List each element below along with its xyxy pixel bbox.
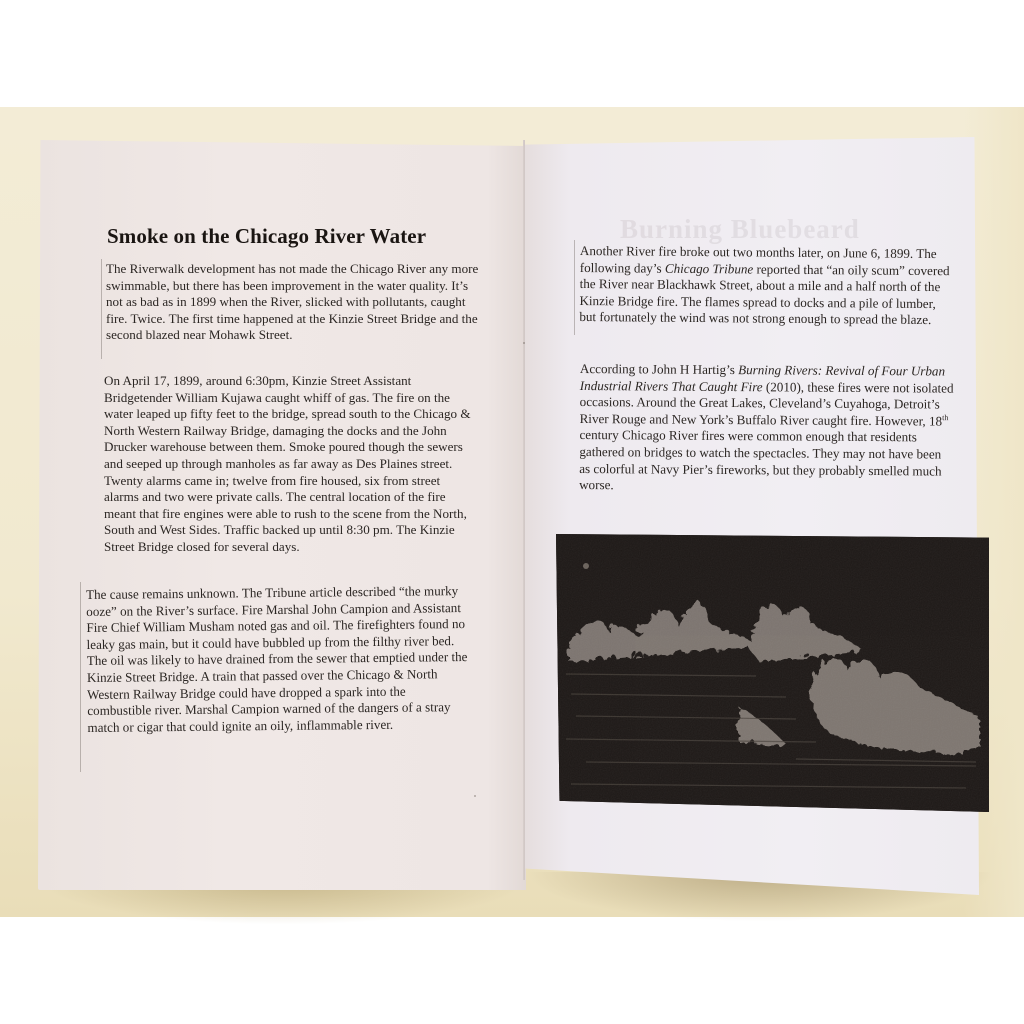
river-fire-illustration bbox=[556, 534, 989, 812]
text-run: Another River fire broke out two months later, on June 6, 1899. The following day’s bbox=[579, 243, 937, 276]
publication-title: Chicago Tribune bbox=[664, 260, 754, 277]
margin-rule bbox=[574, 240, 575, 335]
text-run: reported that “an oily scum” covered the River near Blackhawk Street, about a mile and a half north of the Kinzie Bridge fire. The flames spread to docks and a pile of lumber, but fortunately the wind was not strong enough to spread the blaze. bbox=[579, 261, 950, 328]
margin-rule bbox=[80, 582, 81, 772]
margin-rule bbox=[101, 259, 102, 359]
river-fire-photo bbox=[556, 534, 989, 812]
text-run: (2010), these fires were not isolated occasions. Around the Great Lakes, Cleveland’s Cuyahoga, Detroit’s River Rouge and New York’s Buffalo River caught fire. However, 18 bbox=[579, 378, 954, 429]
text-run: According to John H Hartig’s bbox=[579, 361, 739, 378]
paper-speck bbox=[523, 342, 525, 344]
show-through-heading: Burning Bluebeard bbox=[620, 214, 860, 244]
article-heading: Smoke on the Chicago River Water bbox=[107, 224, 427, 248]
book-title: Burning Rivers: Revival of Four Urban Industrial Rivers That Caught Fire bbox=[579, 362, 946, 394]
right-paragraph-2 bbox=[579, 361, 955, 496]
right-paragraph-1 bbox=[579, 243, 955, 329]
text-run: century Chicago River fires were common enough that residents gathered on bridges to watch the spectacles. They may not have been as colorful at Navy Pier’s fireworks, but they probably smelled much worse. bbox=[579, 427, 942, 493]
left-paragraph-3: The cause remains unknown. The Tribune article described “the murky ooze” on the River’s surface. Fire Marshal John Campion and Assistant Fire Chief William Musham noted gas and oil. The firefighters found no leaky gas main, but it could have bubbled up from the filthy river bed. The oil was likely to have drained from the sewer that emptied under the Kinzie Street Bridge. A train that passed over the Chicago & North Western Railway Bridge could have dropped a spark into the combustible river. Marshal Campion warned of the dangers of a stray match or cigar that could ignite an oily, inflammable river. bbox=[86, 583, 468, 735]
ordinal-suffix: th bbox=[942, 412, 949, 422]
photo-grain bbox=[556, 534, 989, 812]
left-paragraph-2: On April 17, 1899, around 6:30pm, Kinzie Street Assistant Bridgetender William Kujawa caught whiff of gas. The fire on the water leaped up fifty feet to the bridge, spread south to the Chicago & North Western Railway Bridge, damaging the docks and the John Drucker warehouse between them. Smoke poured though the sewers and seeped up through manholes as far away as Des Plaines street. Twenty alarms came in; twelve from fire housed, six from street alarms and two were private calls. The central location of the fire meant that fire engines were able to rush to the scene from the North, South and West Sides. Traffic backed up until 8:30 pm. The Kinzie Street Bridge closed for several days. bbox=[104, 373, 471, 554]
paper-speck bbox=[474, 795, 476, 797]
left-paragraph-1: The Riverwalk development has not made the Chicago River any more swimmable, but there has been improvement in the water quality. It’s not as bad as in 1899 when the River, slicked with pollutants, caught fire. Twice. The first time happened at the Kinzie Street Bridge and the second blazed near Mohawk Street. bbox=[106, 261, 479, 343]
book-gutter bbox=[523, 140, 525, 880]
